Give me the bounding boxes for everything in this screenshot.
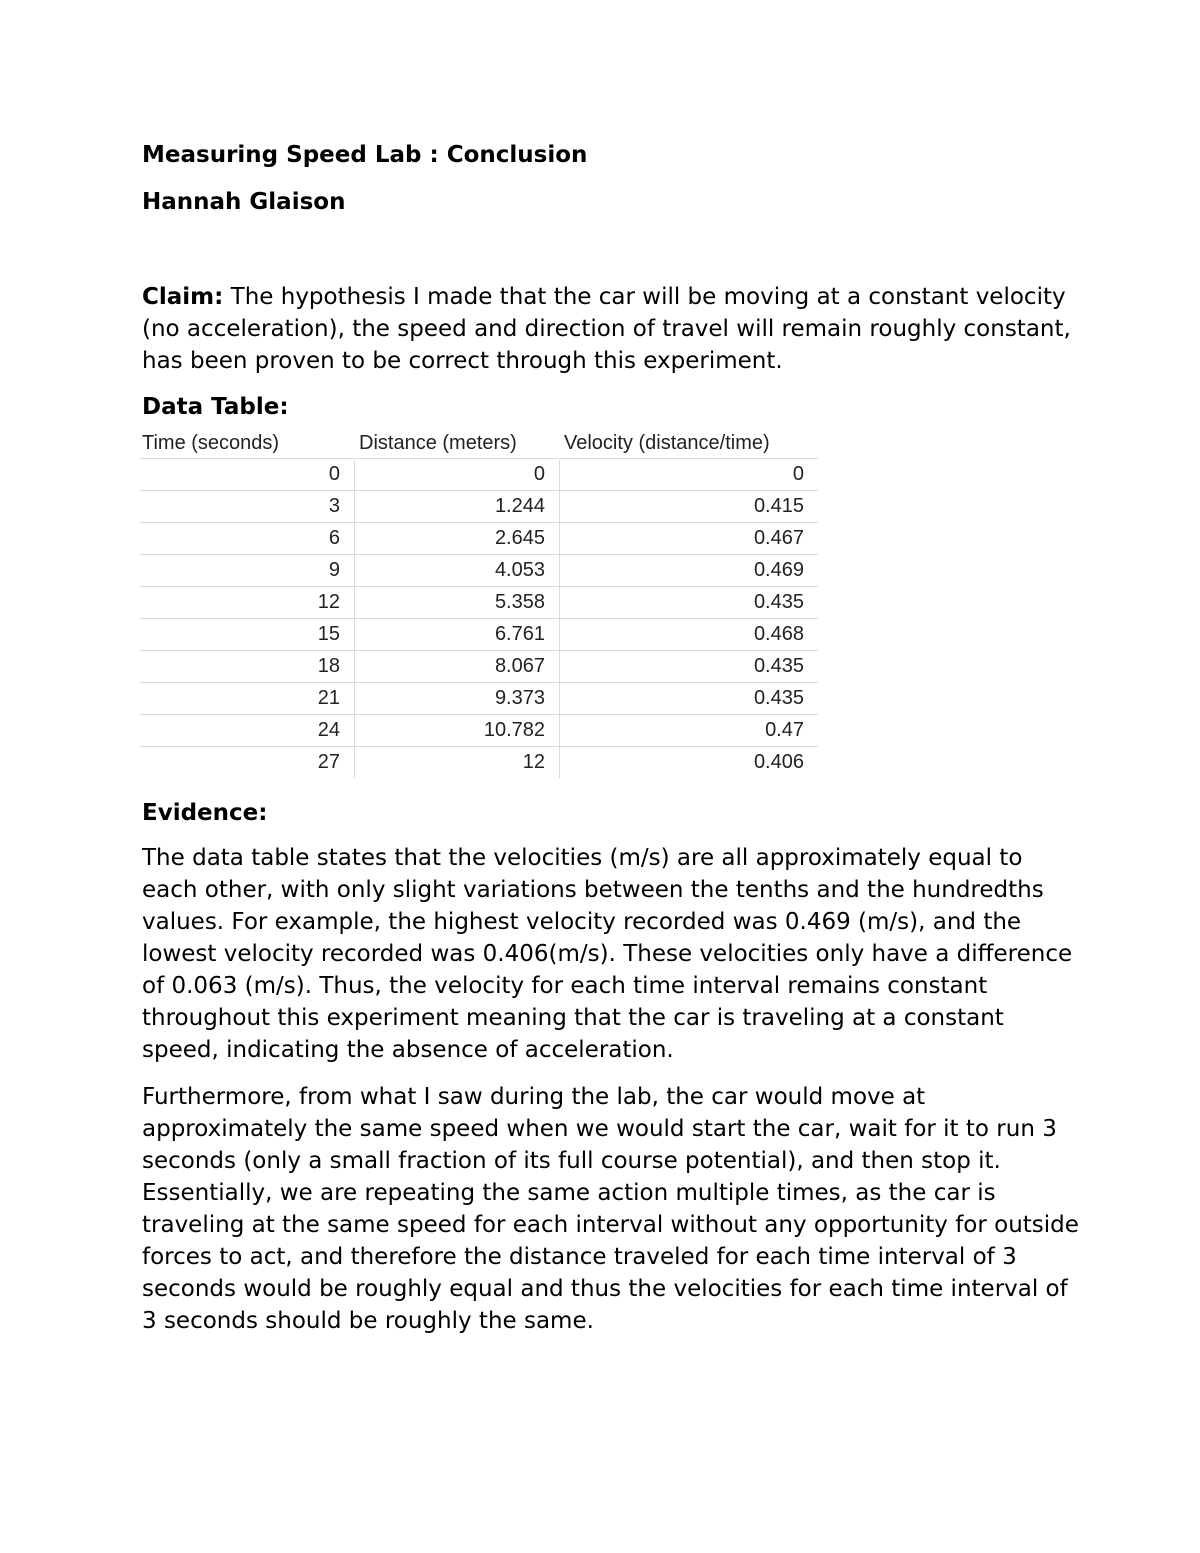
document-page — [142, 140, 1082, 1337]
table-row — [140, 747, 818, 779]
cell-velocity: 0.469 — [560, 555, 819, 587]
cell-velocity: 0.468 — [560, 619, 819, 651]
table-row — [140, 587, 818, 619]
cell-distance: 1.244 — [355, 491, 560, 523]
cell-time: 27 — [140, 747, 355, 779]
table-row — [140, 619, 818, 651]
column-header-time: Time (seconds) — [142, 431, 280, 454]
data-table-label: Data Table: — [142, 394, 289, 420]
claim-text: The hypothesis I made that the car will be moving at a constant velocity (no acceleration), the speed and direction of travel will remain roughly constant, has been proven to be correct through this experiment. — [142, 284, 1071, 374]
cell-velocity: 0.435 — [560, 683, 819, 715]
evidence-paragraph-1: The data table states that the velocities (m/s) are all approximately equal to each other, with only slight variations between the tenths and the hundredths values. For example, the highest velocity recorded was 0.469 (m/s), and the lowest velocity recorded was 0.406(m/s). These velocities only have a difference of 0.063 (m/s). Thus, the velocity for each time interval remains constant throughout this experiment meaning that the car is traveling at a constant speed, indicating the absence of acceleration. — [142, 845, 1073, 1063]
cell-distance: 12 — [355, 747, 560, 779]
column-header-distance: Distance (meters) — [355, 428, 560, 459]
cell-distance: 6.761 — [355, 619, 560, 651]
claim-paragraph — [142, 281, 1082, 377]
table-row — [140, 555, 818, 587]
claim-label: Claim: — [142, 284, 224, 310]
evidence-paragraph-2: Furthermore, from what I saw during the lab, the car would move at approximately the same speed when we would start the car, wait for it to run 3 seconds (only a small fraction of its full course potential), and then stop it. Essentially, we are repeating the same action multiple times, as the car is traveling at the same speed for each interval without any opportunity for outside forces to act, and therefore the distance traveled for each time interval of 3 seconds would be roughly equal and thus the velocities for each time interval of 3 seconds should be roughly the same. — [142, 1084, 1079, 1334]
cell-time: 9 — [140, 555, 355, 587]
cell-distance: 2.645 — [355, 523, 560, 555]
cell-velocity: 0.47 — [560, 715, 819, 747]
table-header-row — [140, 428, 818, 459]
cell-velocity: 0 — [560, 459, 819, 491]
table-row — [140, 459, 818, 491]
cell-time: 6 — [140, 523, 355, 555]
cell-velocity: 0.435 — [560, 651, 819, 683]
data-table — [140, 428, 818, 778]
cell-velocity: 0.406 — [560, 747, 819, 779]
table-body — [140, 459, 818, 779]
cell-time: 3 — [140, 491, 355, 523]
cell-velocity: 0.435 — [560, 587, 819, 619]
cell-distance: 4.053 — [355, 555, 560, 587]
cell-distance: 5.358 — [355, 587, 560, 619]
table-row — [140, 715, 818, 747]
cell-time: 21 — [140, 683, 355, 715]
cell-velocity: 0.415 — [560, 491, 819, 523]
cell-time: 24 — [140, 715, 355, 747]
table-row — [140, 523, 818, 555]
column-header-velocity: Velocity (distance/time) — [560, 428, 819, 459]
author-name: Hannah Glaison — [142, 189, 346, 215]
table-row — [140, 491, 818, 523]
cell-distance: 8.067 — [355, 651, 560, 683]
cell-time: 15 — [140, 619, 355, 651]
evidence-label: Evidence: — [142, 800, 268, 826]
table-row — [140, 683, 818, 715]
cell-velocity: 0.467 — [560, 523, 819, 555]
cell-distance: 10.782 — [355, 715, 560, 747]
cell-time: 0 — [140, 459, 355, 491]
cell-time: 12 — [140, 587, 355, 619]
cell-time: 18 — [140, 651, 355, 683]
table-row — [140, 651, 818, 683]
document-title: Measuring Speed Lab : Conclusion — [142, 142, 588, 168]
cell-distance: 0 — [355, 459, 560, 491]
cell-distance: 9.373 — [355, 683, 560, 715]
